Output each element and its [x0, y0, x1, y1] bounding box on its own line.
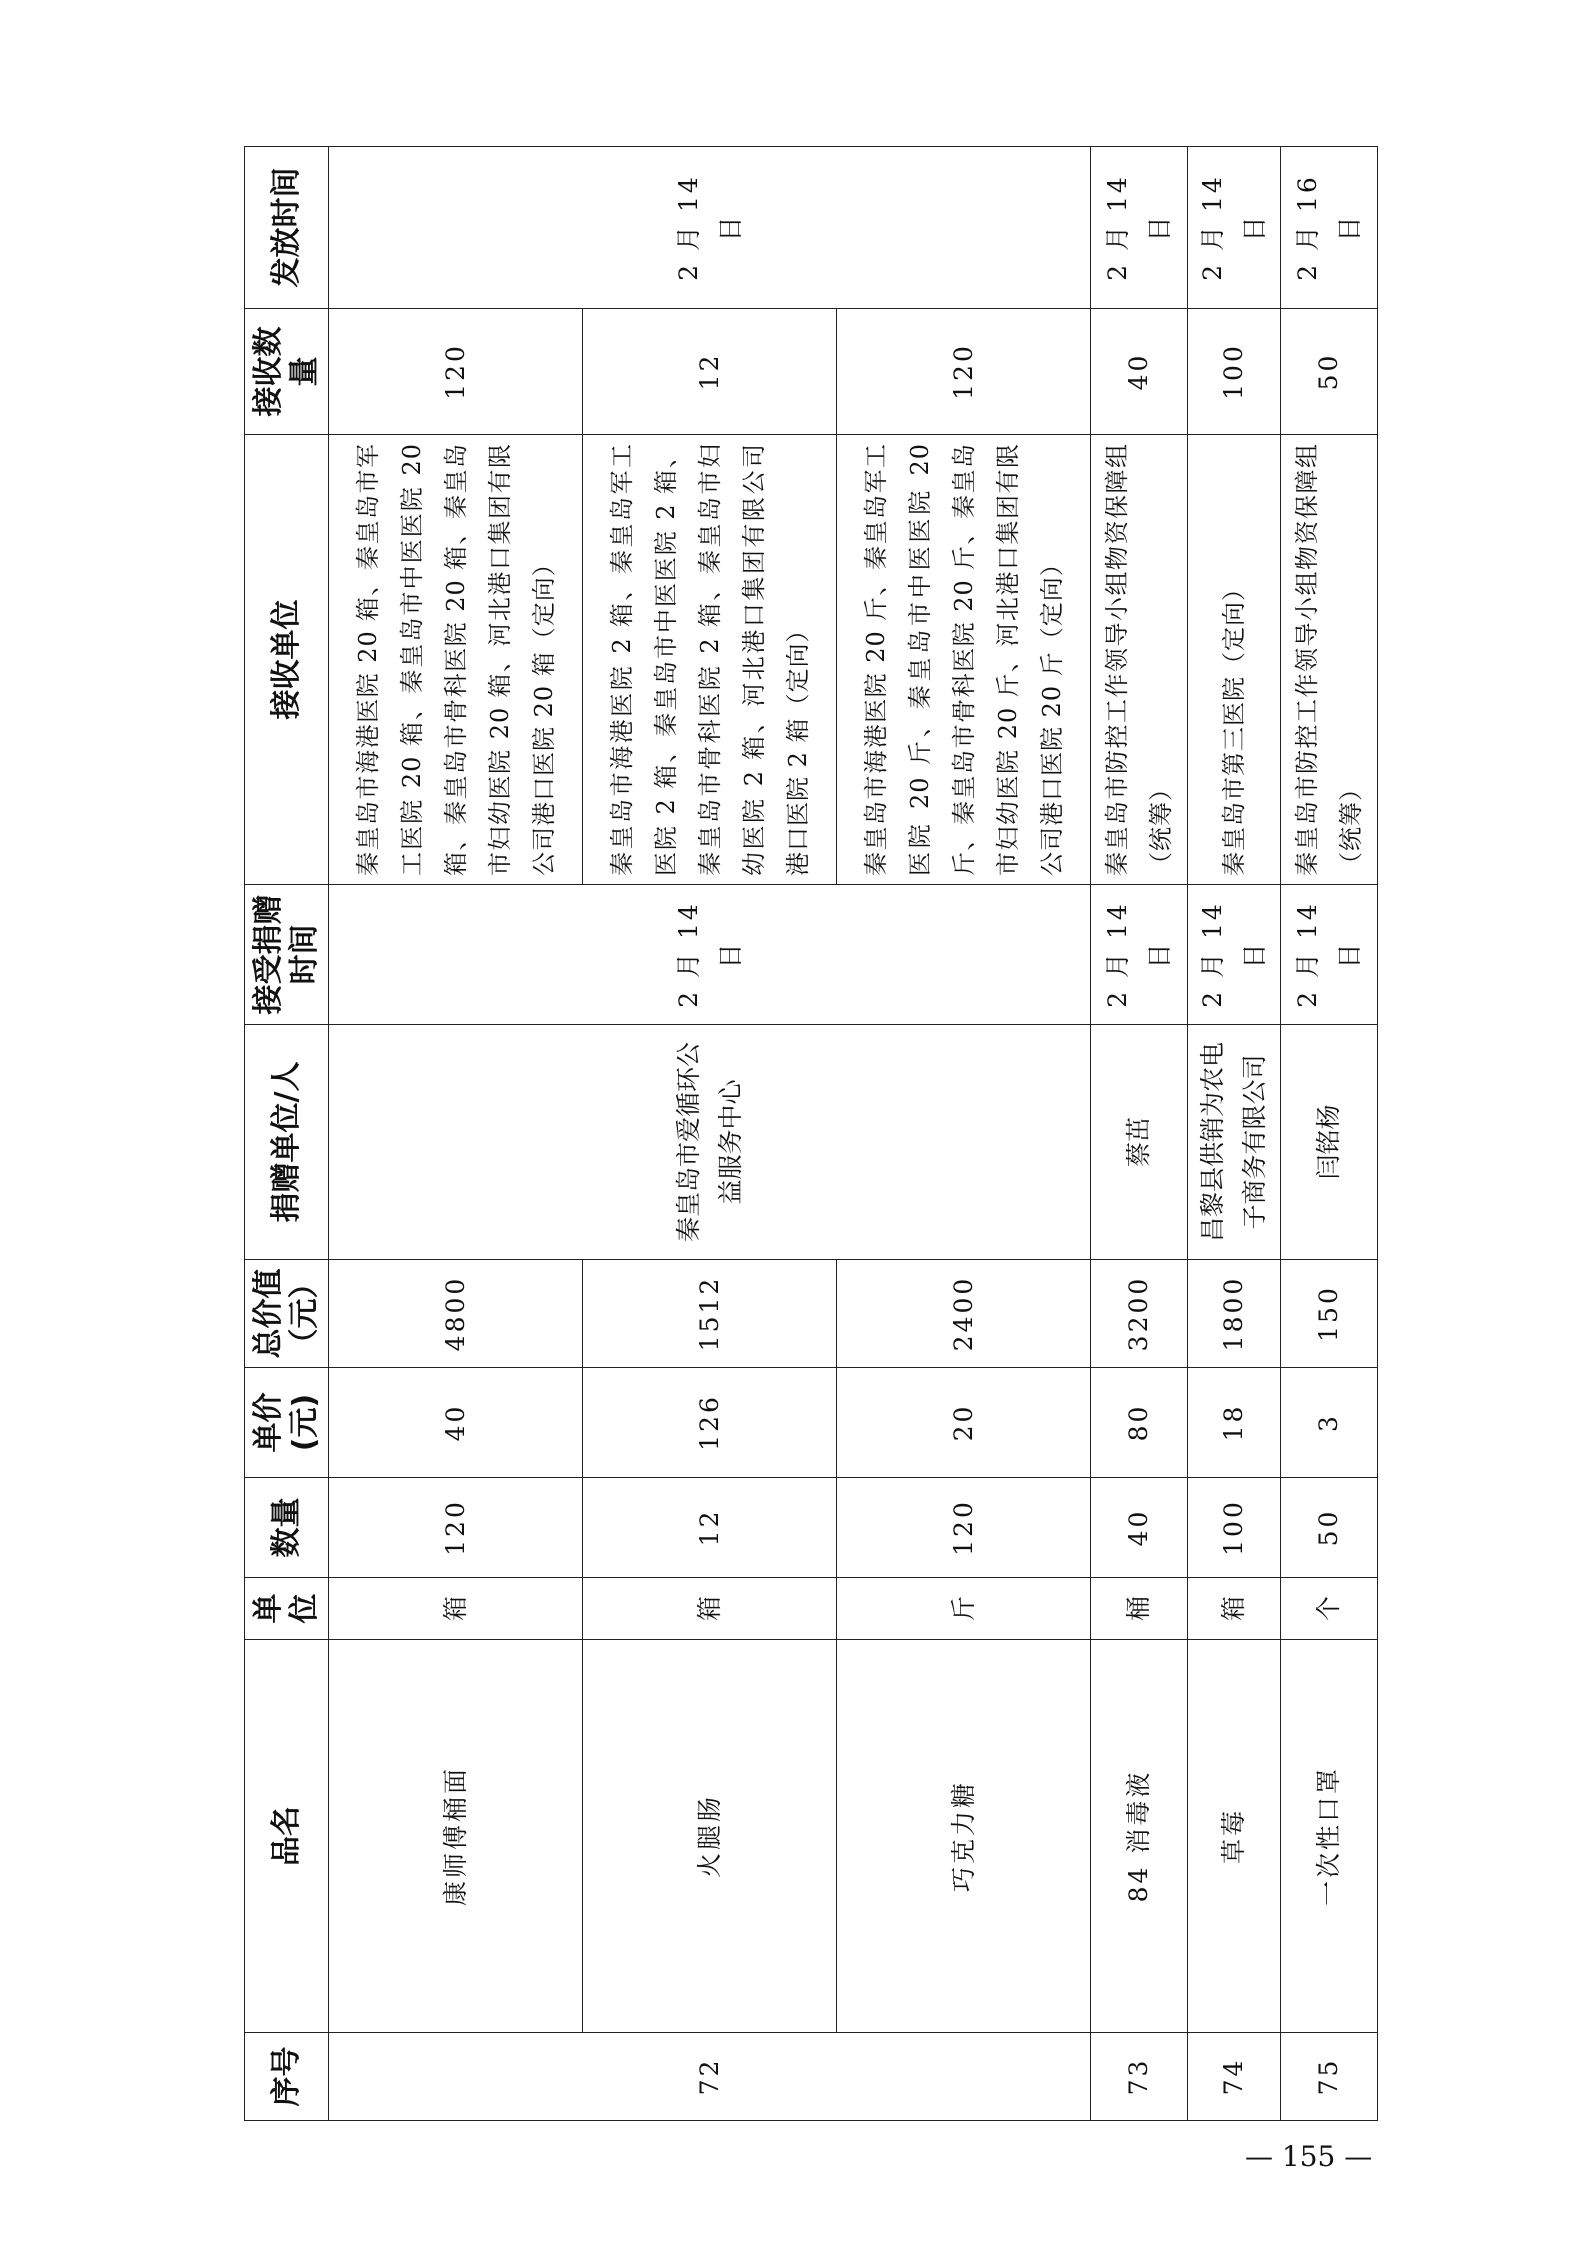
cell-receiver: 秦皇岛市海港医院 20 斤、秦皇岛军工医院 20 斤、秦皇岛市中医医院 20 斤、秦皇岛市骨科医院 20 斤、秦皇岛市妇幼医院 20 斤、河北港口集团有限公司港口医院 20 斤（定向） [837, 435, 1091, 885]
rotated-table-wrapper [244, 147, 1365, 2121]
cell-total: 150 [1281, 1260, 1378, 1368]
cell-donor: 昌黎县供销为农电子商务有限公司 [1188, 1025, 1281, 1260]
cell-name: 一次性口罩 [1281, 1640, 1378, 2033]
cell-date: 2 月 14 日 [1188, 885, 1281, 1025]
cell-qty: 120 [837, 1478, 1091, 1578]
cell-date: 2 月 14 日 [329, 885, 1091, 1025]
header-name: 品名 [245, 1640, 329, 2033]
cell-name: 巧克力糖 [837, 1640, 1091, 2033]
cell-rqty: 100 [1188, 309, 1281, 435]
cell-name: 火腿肠 [583, 1640, 837, 2033]
cell-receiver: 秦皇岛市防控工作领导小组物资保障组（统筹） [1091, 435, 1188, 885]
table-row [1188, 147, 1281, 2121]
cell-qty: 40 [1091, 1478, 1188, 1578]
cell-receiver: 秦皇岛市海港医院 2 箱、秦皇岛军工医院 2 箱、秦皇岛市中医医院 2 箱、秦皇岛市骨科医院 2 箱、秦皇岛市妇幼医院 2 箱、河北港口集团有限公司港口医院 2 箱（定向） [583, 435, 837, 885]
cell-rqty: 120 [329, 309, 583, 435]
cell-price: 3 [1281, 1368, 1378, 1478]
cell-price: 80 [1091, 1368, 1188, 1478]
table-row [1091, 147, 1188, 2121]
cell-seq: 75 [1281, 2033, 1378, 2121]
header-donor: 捐赠单位/人 [245, 1025, 329, 1260]
cell-name: 草莓 [1188, 1640, 1281, 2033]
cell-name: 84 消毒液 [1091, 1640, 1188, 2033]
cell-donor: 闫铭杨 [1281, 1025, 1378, 1260]
header-date: 接受捐赠时间 [245, 885, 329, 1025]
cell-rqty: 120 [837, 309, 1091, 435]
cell-donor: 蔡茁 [1091, 1025, 1188, 1260]
header-rdate: 发放时间 [245, 147, 329, 309]
cell-price: 18 [1188, 1368, 1281, 1478]
cell-name: 康师傅桶面 [329, 1640, 583, 2033]
cell-unit: 桶 [1091, 1578, 1188, 1640]
cell-rdate: 2 月 14 日 [1091, 147, 1188, 309]
cell-unit: 箱 [329, 1578, 583, 1640]
cell-qty: 120 [329, 1478, 583, 1578]
cell-price: 126 [583, 1368, 837, 1478]
cell-total: 3200 [1091, 1260, 1188, 1368]
cell-receiver: 秦皇岛市海港医院 20 箱、秦皇岛市军工医院 20 箱、秦皇岛市中医医院 20 箱、秦皇岛市骨科医院 20 箱、秦皇岛市妇幼医院 20 箱、河北港口集团有限公司港口医院 20 箱（定向） [329, 435, 583, 885]
cell-total: 4800 [329, 1260, 583, 1368]
table-row [329, 147, 583, 2121]
cell-date: 2 月 14 日 [1281, 885, 1378, 1025]
header-receiver: 接收单位 [245, 435, 329, 885]
header-row [245, 147, 329, 2121]
cell-date: 2 月 14 日 [1091, 885, 1188, 1025]
cell-total: 1800 [1188, 1260, 1281, 1368]
cell-total: 2400 [837, 1260, 1091, 1368]
header-unit: 单位 [245, 1578, 329, 1640]
header-price: 单价(元) [245, 1368, 329, 1478]
cell-receiver: 秦皇岛市防控工作领导小组物资保障组（统筹） [1281, 435, 1378, 885]
header-total: 总价值（元） [245, 1260, 329, 1368]
cell-qty: 100 [1188, 1478, 1281, 1578]
cell-qty: 12 [583, 1478, 837, 1578]
cell-receiver: 秦皇岛市第三医院（定向） [1188, 435, 1281, 885]
cell-seq: 73 [1091, 2033, 1188, 2121]
cell-unit: 个 [1281, 1578, 1378, 1640]
header-rqty: 接收数量 [245, 309, 329, 435]
cell-unit: 箱 [583, 1578, 837, 1640]
donation-table [244, 146, 1378, 2121]
cell-rqty: 12 [583, 309, 837, 435]
cell-rdate: 2 月 14 日 [329, 147, 1091, 309]
cell-seq: 74 [1188, 2033, 1281, 2121]
cell-rqty: 40 [1091, 309, 1188, 435]
cell-total: 1512 [583, 1260, 837, 1368]
table-row [1281, 147, 1378, 2121]
header-seq: 序号 [245, 2033, 329, 2121]
cell-qty: 50 [1281, 1478, 1378, 1578]
header-qty: 数量 [245, 1478, 329, 1578]
cell-rdate: 2 月 14 日 [1188, 147, 1281, 309]
cell-price: 40 [329, 1368, 583, 1478]
page-number: — 155 — [1245, 2140, 1373, 2173]
cell-price: 20 [837, 1368, 1091, 1478]
cell-donor: 秦皇岛市爱循环公益服务中心 [329, 1025, 1091, 1260]
cell-rdate: 2 月 16 日 [1281, 147, 1378, 309]
cell-unit: 箱 [1188, 1578, 1281, 1640]
cell-seq: 72 [329, 2033, 1091, 2121]
cell-rqty: 50 [1281, 309, 1378, 435]
cell-unit: 斤 [837, 1578, 1091, 1640]
